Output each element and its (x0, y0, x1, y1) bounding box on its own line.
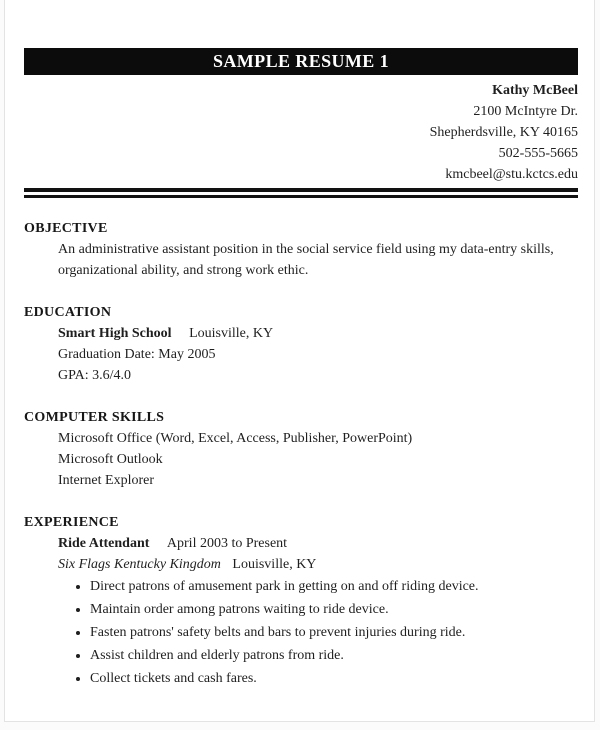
computer-skill-item: Microsoft Office (Word, Excel, Access, Publisher, PowerPoint) (58, 431, 413, 446)
education-school-location: Louisville, KY (189, 326, 274, 341)
experience-duty-item: • Maintain order among patrons waiting to ride device. (90, 599, 578, 620)
section-education (24, 302, 578, 386)
section-objective (24, 218, 578, 281)
education-gpa-line: GPA: 3.6/4.0 (58, 368, 132, 383)
experience-job-title: Ride Attendant (58, 536, 150, 551)
objective-line-2: organizational ability, and strong work ethic. (58, 263, 309, 278)
experience-duty-list (58, 576, 578, 689)
section-experience (24, 512, 578, 689)
computer-skill-item: Internet Explorer (58, 473, 155, 488)
section-computer-skills (24, 407, 578, 491)
resume-page (4, 0, 595, 722)
experience-job-dates: April 2003 to Present (166, 536, 288, 551)
experience-employer-line (58, 554, 578, 575)
education-school-line (58, 323, 578, 344)
experience-heading: EXPERIENCE (24, 515, 119, 530)
contact-phone: 502-555-5665 (498, 146, 578, 161)
contact-email: kmcbeel@stu.kctcs.edu (445, 167, 578, 182)
contact-street: 2100 McIntyre Dr. (473, 104, 578, 119)
experience-duty-item: • Direct patrons of amusement park in getting on and off riding device. (90, 576, 578, 597)
double-rule-divider (24, 188, 578, 198)
objective-line-1: An administrative assistant position in the social service field using my data-entry skills, (58, 242, 554, 257)
resume-content (5, 0, 594, 689)
education-graduation-line: Graduation Date: May 2005 (58, 347, 216, 362)
resume-banner-title: SAMPLE RESUME 1 (212, 51, 389, 71)
education-school-name: Smart High School (58, 326, 172, 341)
experience-employer-location: Louisville, KY (232, 557, 317, 572)
contact-block (24, 80, 578, 185)
resume-sections (24, 198, 578, 689)
experience-title-line (58, 533, 578, 554)
contact-city-state-zip: Shepherdsville, KY 40165 (429, 125, 578, 140)
education-heading: EDUCATION (24, 305, 112, 320)
resume-banner (24, 48, 578, 75)
computer-skills-heading: COMPUTER SKILLS (24, 410, 165, 425)
experience-employer: Six Flags Kentucky Kingdom (58, 557, 221, 572)
contact-name: Kathy McBeel (492, 83, 578, 98)
computer-skill-item: Microsoft Outlook (58, 452, 163, 467)
experience-duty-item: • Assist children and elderly patrons from ride. (90, 645, 578, 666)
objective-text (58, 239, 578, 281)
objective-heading: OBJECTIVE (24, 221, 108, 236)
experience-duty-item: • Collect tickets and cash fares. (90, 668, 578, 689)
experience-duty-item: • Fasten patrons' safety belts and bars to prevent injuries during ride. (90, 622, 578, 643)
